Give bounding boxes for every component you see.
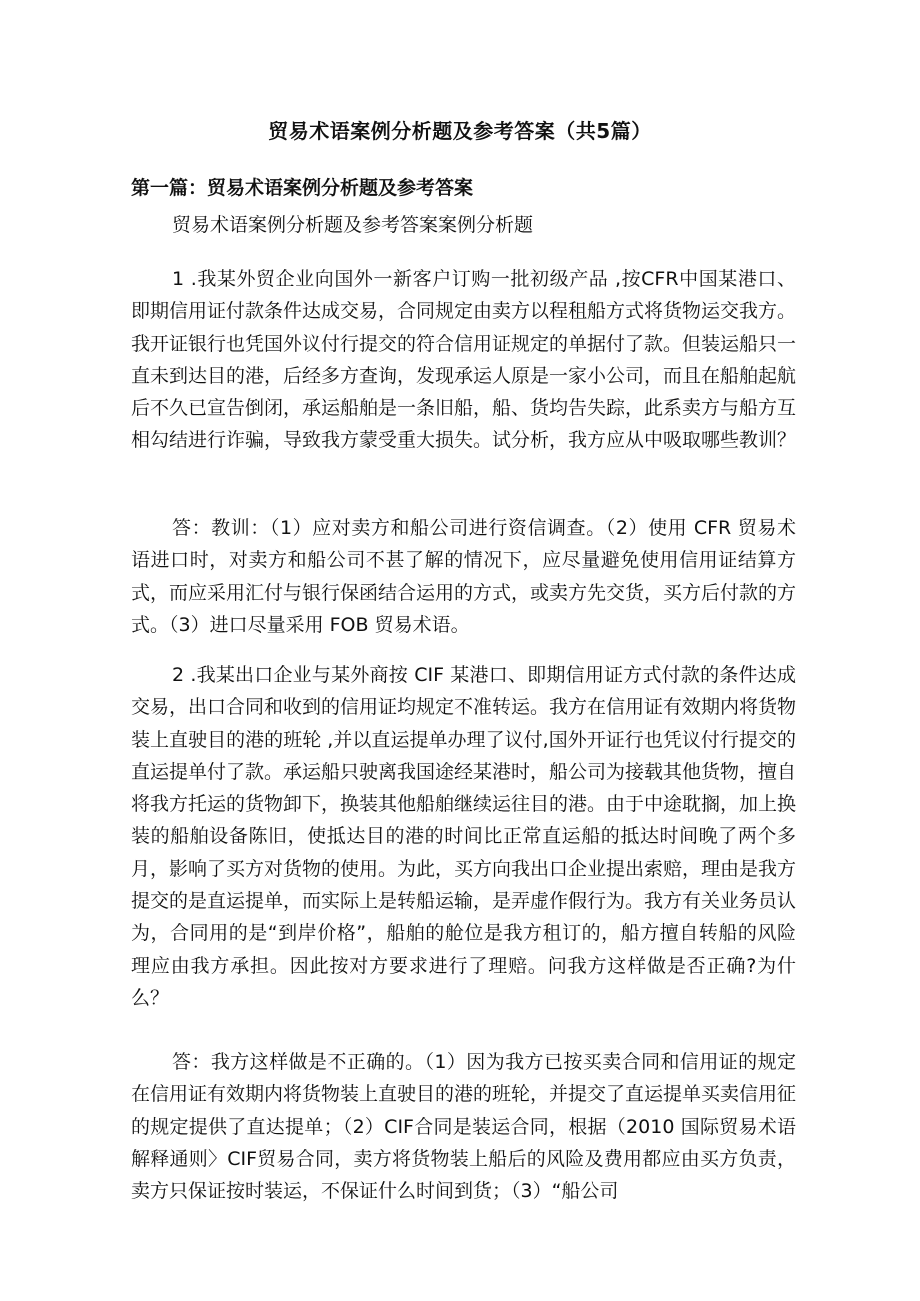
- document-title: 贸易术语案例分析题及参考答案（共5篇）: [268, 119, 652, 143]
- section-subtitle: 贸易术语案例分析题及参考答案案例分析题: [172, 214, 534, 236]
- answer-1-paragraph: 答：教训：（1）应对卖方和船公司进行资信调查。（2）使用 CFR 贸易术语进口时，对卖方和船公司不甚了解的情况下，应尽量避免使用信用证结算方式，而应采用汇付与银行保函结合运用的方式，或卖方先交货，买方后付款的方式。（3）进口尽量采用 FOB 贸易术语。: [131, 517, 797, 636]
- case-1-paragraph: 1 .我某外贸企业向国外一新客户订购一批初级产品 ,按CFR中国某港口、即期信用证付款条件达成交易，合同规定由卖方以程租船方式将货物运交我方。我开证银行也凭国外议付行提交的符合信用证规定的单据付了款。但装运船只一直未到达目的港，后经多方查询，发现承运人原是一家小公司，而且在船舶起航后不久已宣告倒闭，承运船舶是一条旧船，船、货均告失踪，此系卖方与船方互相勾结进行诈骗，导致我方蒙受重大损失。试分析，我方应从中吸取哪些教训？: [131, 268, 797, 452]
- case-2-paragraph: 2 .我某出口企业与某外商按 CIF 某港口、即期信用证方式付款的条件达成交易，出口合同和收到的信用证均规定不准转运。我方在信用证有效期内将货物装上直驶目的港的班轮 ,并以直运提单办理了议付,国外开证行也凭议付行提交的直运提单付了款。承运船只驶离我国途经某港时，船公司为接载其他货物，擅自将我方托运的货物卸下，换装其他船舶继续运往目的港。由于中途耽搁，加上换装的船舶设备陈旧，使抵达目的港的时间比正常直运船的抵达时间晚了两个多月，影响了买方对货物的使用。为此，买方向我出口企业提出索赔，理由是我方提交的是直运提单，而实际上是转船运输，是弄虚作假行为。我方有关业务员认为，合同用的是“到岸价格”，船舶的舱位是我方租订的，船方擅自转船的风险理应由我方承担。因此按对方要求进行了理赔。问我方这样做是否正确?为什么？: [131, 664, 797, 1009]
- section-heading: 第一篇：贸易术语案例分析题及参考答案: [131, 177, 474, 199]
- answer-2-paragraph: 答：我方这样做是不正确的。（1）因为我方已按买卖合同和信用证的规定在信用证有效期内将货物装上直驶目的港的班轮，并提交了直运提单买卖信用征的规定提供了直达提单；（2）CIF合同是装运合同，根据（2010 国际贸易术语解释通则〉CIF贸易合同，卖方将货物装上船后的风险及费用都应由买方负责，卖方只保证按时装运，不保证什么时间到货；（3）“船公司: [131, 1051, 797, 1203]
